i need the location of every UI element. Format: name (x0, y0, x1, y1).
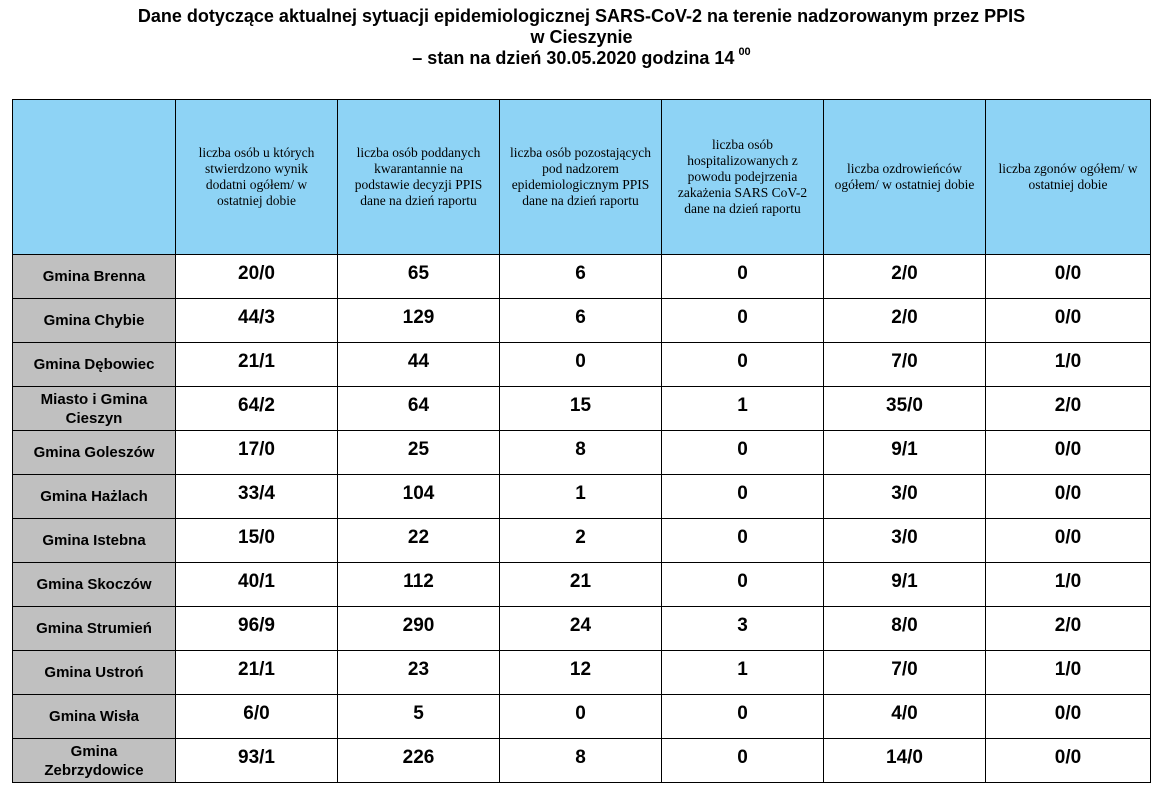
header-cell-positive: liczba osób u których stwierdzono wynik dodatni ogółem/ w ostatniej dobie (176, 100, 338, 255)
municipality-name: Gmina Strumień (13, 607, 176, 651)
cell-supervision: 0 (500, 695, 662, 739)
cell-supervision: 8 (500, 739, 662, 783)
cell-recovered: 7/0 (824, 651, 986, 695)
cell-deaths: 0/0 (986, 475, 1151, 519)
cell-deaths: 0/0 (986, 299, 1151, 343)
table-row (13, 519, 1151, 563)
title-hour-superscript: 00 (738, 46, 751, 58)
cell-quarantine: 226 (338, 739, 500, 783)
cell-hospitalized: 3 (662, 607, 824, 651)
cell-hospitalized: 0 (662, 695, 824, 739)
cell-supervision: 24 (500, 607, 662, 651)
cell-supervision: 1 (500, 475, 662, 519)
cell-quarantine: 112 (338, 563, 500, 607)
table-row (13, 695, 1151, 739)
cell-supervision: 0 (500, 343, 662, 387)
cell-recovered: 3/0 (824, 519, 986, 563)
municipality-name: Gmina Skoczów (13, 563, 176, 607)
cell-recovered: 9/1 (824, 563, 986, 607)
cell-quarantine: 22 (338, 519, 500, 563)
cell-quarantine: 44 (338, 343, 500, 387)
report-title (0, 6, 1163, 69)
header-cell-deaths: liczba zgonów ogółem/ w ostatniej dobie (986, 100, 1151, 255)
table-row (13, 299, 1151, 343)
cell-hospitalized: 0 (662, 431, 824, 475)
cell-recovered: 9/1 (824, 431, 986, 475)
header-cell-hospitalized: liczba osób hospitalizowanych z powodu podejrzenia zakażenia SARS CoV-2 dane na dzień raportu (662, 100, 824, 255)
municipality-name: Gmina Zebrzydowice (13, 739, 176, 783)
cell-quarantine: 23 (338, 651, 500, 695)
table-row (13, 387, 1151, 431)
table-row (13, 343, 1151, 387)
cell-supervision: 15 (500, 387, 662, 431)
cell-deaths: 0/0 (986, 255, 1151, 299)
cell-recovered: 3/0 (824, 475, 986, 519)
cell-positive: 33/4 (176, 475, 338, 519)
municipality-name: Gmina Hażlach (13, 475, 176, 519)
title-line-2: w Cieszynie (530, 27, 633, 47)
municipality-name: Miasto i Gmina Cieszyn (13, 387, 176, 431)
cell-quarantine: 129 (338, 299, 500, 343)
cell-positive: 93/1 (176, 739, 338, 783)
cell-quarantine: 5 (338, 695, 500, 739)
municipality-name: Gmina Ustroń (13, 651, 176, 695)
municipality-name: Gmina Dębowiec (13, 343, 176, 387)
cell-supervision: 6 (500, 255, 662, 299)
cell-positive: 44/3 (176, 299, 338, 343)
cell-supervision: 12 (500, 651, 662, 695)
cell-recovered: 7/0 (824, 343, 986, 387)
table-row (13, 607, 1151, 651)
title-date-text: – stan na dzień 30.05.2020 godzina 14 (412, 48, 735, 68)
cell-hospitalized: 0 (662, 519, 824, 563)
header-cell-supervision: liczba osób pozostających pod nadzorem epidemiologicznym PPIS dane na dzień raportu (500, 100, 662, 255)
cell-positive: 96/9 (176, 607, 338, 651)
epidemic-data-table (12, 99, 1151, 783)
cell-quarantine: 25 (338, 431, 500, 475)
cell-positive: 40/1 (176, 563, 338, 607)
cell-recovered: 2/0 (824, 255, 986, 299)
table-row (13, 255, 1151, 299)
table-row (13, 563, 1151, 607)
cell-hospitalized: 0 (662, 343, 824, 387)
cell-positive: 20/0 (176, 255, 338, 299)
cell-deaths: 0/0 (986, 519, 1151, 563)
cell-deaths: 1/0 (986, 343, 1151, 387)
cell-deaths: 1/0 (986, 651, 1151, 695)
municipality-name: Gmina Goleszów (13, 431, 176, 475)
cell-positive: 15/0 (176, 519, 338, 563)
header-row (13, 100, 1151, 255)
cell-positive: 17/0 (176, 431, 338, 475)
header-cell-empty (13, 100, 176, 255)
cell-supervision: 8 (500, 431, 662, 475)
cell-hospitalized: 1 (662, 387, 824, 431)
cell-hospitalized: 0 (662, 255, 824, 299)
cell-positive: 21/1 (176, 651, 338, 695)
cell-recovered: 35/0 (824, 387, 986, 431)
cell-hospitalized: 0 (662, 299, 824, 343)
cell-recovered: 4/0 (824, 695, 986, 739)
cell-deaths: 0/0 (986, 739, 1151, 783)
cell-supervision: 2 (500, 519, 662, 563)
cell-recovered: 14/0 (824, 739, 986, 783)
cell-deaths: 2/0 (986, 607, 1151, 651)
cell-quarantine: 104 (338, 475, 500, 519)
cell-recovered: 8/0 (824, 607, 986, 651)
municipality-name: Gmina Brenna (13, 255, 176, 299)
municipality-name: Gmina Istebna (13, 519, 176, 563)
municipality-name: Gmina Wisła (13, 695, 176, 739)
cell-hospitalized: 0 (662, 739, 824, 783)
cell-positive: 21/1 (176, 343, 338, 387)
cell-quarantine: 64 (338, 387, 500, 431)
cell-positive: 64/2 (176, 387, 338, 431)
municipality-name: Gmina Chybie (13, 299, 176, 343)
header-cell-quarantine: liczba osób poddanych kwarantannie na podstawie decyzji PPIS dane na dzień raportu (338, 100, 500, 255)
table-row (13, 431, 1151, 475)
cell-supervision: 6 (500, 299, 662, 343)
cell-hospitalized: 0 (662, 475, 824, 519)
title-line-3 (0, 48, 1163, 69)
cell-supervision: 21 (500, 563, 662, 607)
cell-deaths: 0/0 (986, 431, 1151, 475)
table-row (13, 739, 1151, 783)
title-line-1: Dane dotyczące aktualnej sytuacji epidemiologicznej SARS-CoV-2 na terenie nadzorowanym przez PPIS (137, 6, 1026, 26)
cell-hospitalized: 1 (662, 651, 824, 695)
cell-quarantine: 65 (338, 255, 500, 299)
cell-hospitalized: 0 (662, 563, 824, 607)
cell-deaths: 1/0 (986, 563, 1151, 607)
cell-deaths: 2/0 (986, 387, 1151, 431)
cell-quarantine: 290 (338, 607, 500, 651)
cell-deaths: 0/0 (986, 695, 1151, 739)
header-cell-recovered: liczba ozdrowieńców ogółem/ w ostatniej dobie (824, 100, 986, 255)
table-row (13, 651, 1151, 695)
table-row (13, 475, 1151, 519)
cell-positive: 6/0 (176, 695, 338, 739)
cell-recovered: 2/0 (824, 299, 986, 343)
